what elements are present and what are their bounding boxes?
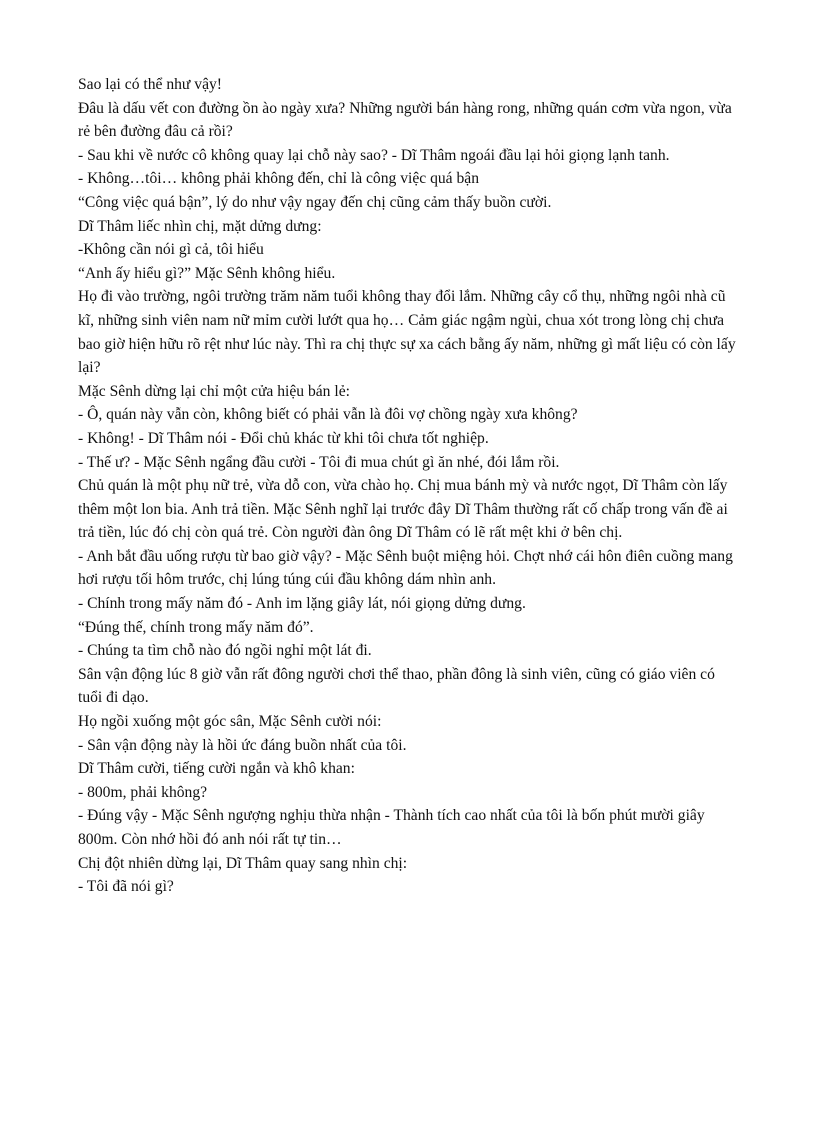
paragraph: - 800m, phải không? (78, 783, 208, 801)
paragraph: -Không cần nói gì cả, tôi hiểu (78, 241, 264, 259)
paragraph: - Anh bắt đầu uống rượu từ bao giờ vậy? - Mặc Sênh buột miệng hỏi. Chợt nhớ cái hôn điên cuồng mang hơi rượu tối hôm trước, chị lúng túng cúi đầu không dám nhìn anh. (78, 547, 733, 589)
paragraph: - Không! - Dĩ Thâm nói - Đổi chủ khác từ khi tôi chưa tốt nghiệp. (78, 429, 489, 447)
paragraph: Họ đi vào trường, ngôi trường trăm năm tuổi không thay đổi lắm. Những cây cổ thụ, những ngôi nhà cũ kĩ, những sinh viên nam nữ mỉm cười lướt qua họ… Cảm giác ngậm ngùi, chua xót trong lòng chị chưa bao giờ hiện hữu rõ rệt như lúc này. Thì ra chị thực sự xa cách bằng ấy năm, những gì mất liệu có còn lấy lại? (78, 288, 736, 377)
paragraph: Mặc Sênh dừng lại chỉ một cửa hiệu bán lẻ: (78, 382, 350, 400)
paragraph: Chủ quán là một phụ nữ trẻ, vừa dỗ con, vừa chào họ. Chị mua bánh mỳ và nước ngọt, Dĩ Thâm còn lấy thêm một lon bia. Anh trả tiền. Mặc Sênh nghĩ lại trước đây Dĩ Thâm thường rất cố chấp trong vấn đề ai trả tiền, lúc đó chị còn quá trẻ. Còn người đàn ông Dĩ Thâm có lẽ rất mệt khi ở bên chị. (78, 477, 728, 542)
paragraph: - Sân vận động này là hồi ức đáng buồn nhất của tôi. (78, 736, 407, 754)
paragraph: - Ô, quán này vẫn còn, không biết có phải vẫn là đôi vợ chồng ngày xưa không? (78, 406, 578, 424)
paragraph: Dĩ Thâm liếc nhìn chị, mặt dửng dưng: (78, 217, 322, 235)
paragraph: Họ ngồi xuống một góc sân, Mặc Sênh cười nói: (78, 713, 382, 731)
paragraph: - Không…tôi… không phải không đến, chỉ là công việc quá bận (78, 170, 480, 188)
paragraph: - Tôi đã nói gì? (78, 878, 174, 896)
paragraph: “Anh ấy hiểu gì?” Mặc Sênh không hiểu. (78, 264, 336, 282)
paragraph: - Thế ư? - Mặc Sênh ngẩng đầu cười - Tôi đi mua chút gì ăn nhé, đói lắm rồi. (78, 453, 560, 471)
paragraph: Đâu là dấu vết con đường ồn ào ngày xưa? Những người bán hàng rong, những quán cơm vừa ngon, vừa rẻ bên đường đâu cả rồi? (78, 99, 732, 141)
document-body (78, 73, 742, 899)
paragraph: Dĩ Thâm cười, tiếng cười ngắn và khô khan: (78, 760, 355, 778)
paragraph: “Đúng thế, chính trong mấy năm đó”. (78, 618, 314, 636)
paragraph: Sao lại có thể như vậy! (78, 76, 222, 93)
paragraph: “Công việc quá bận”, lý do như vậy ngay đến chị cũng cảm thấy buồn cười. (78, 193, 552, 211)
paragraph: Sân vận động lúc 8 giờ vẫn rất đông người chơi thể thao, phần đông là sinh viên, cũng có giáo viên có tuổi đi dạo. (78, 665, 715, 707)
paragraph: Chị đột nhiên dừng lại, Dĩ Thâm quay sang nhìn chị: (78, 854, 408, 872)
paragraph: - Sau khi về nước cô không quay lại chỗ này sao? - Dĩ Thâm ngoái đầu lại hỏi giọng lạnh tanh. (78, 146, 670, 164)
paragraph: - Chúng ta tìm chỗ nào đó ngồi nghỉ một lát đi. (78, 642, 372, 660)
paragraph: - Chính trong mấy năm đó - Anh im lặng giây lát, nói giọng dửng dưng. (78, 595, 526, 613)
paragraph: - Đúng vậy - Mặc Sênh ngượng nghịu thừa nhận - Thành tích cao nhất của tôi là bốn phút mười giây 800m. Còn nhớ hồi đó anh nói rất tự tin… (78, 807, 705, 848)
